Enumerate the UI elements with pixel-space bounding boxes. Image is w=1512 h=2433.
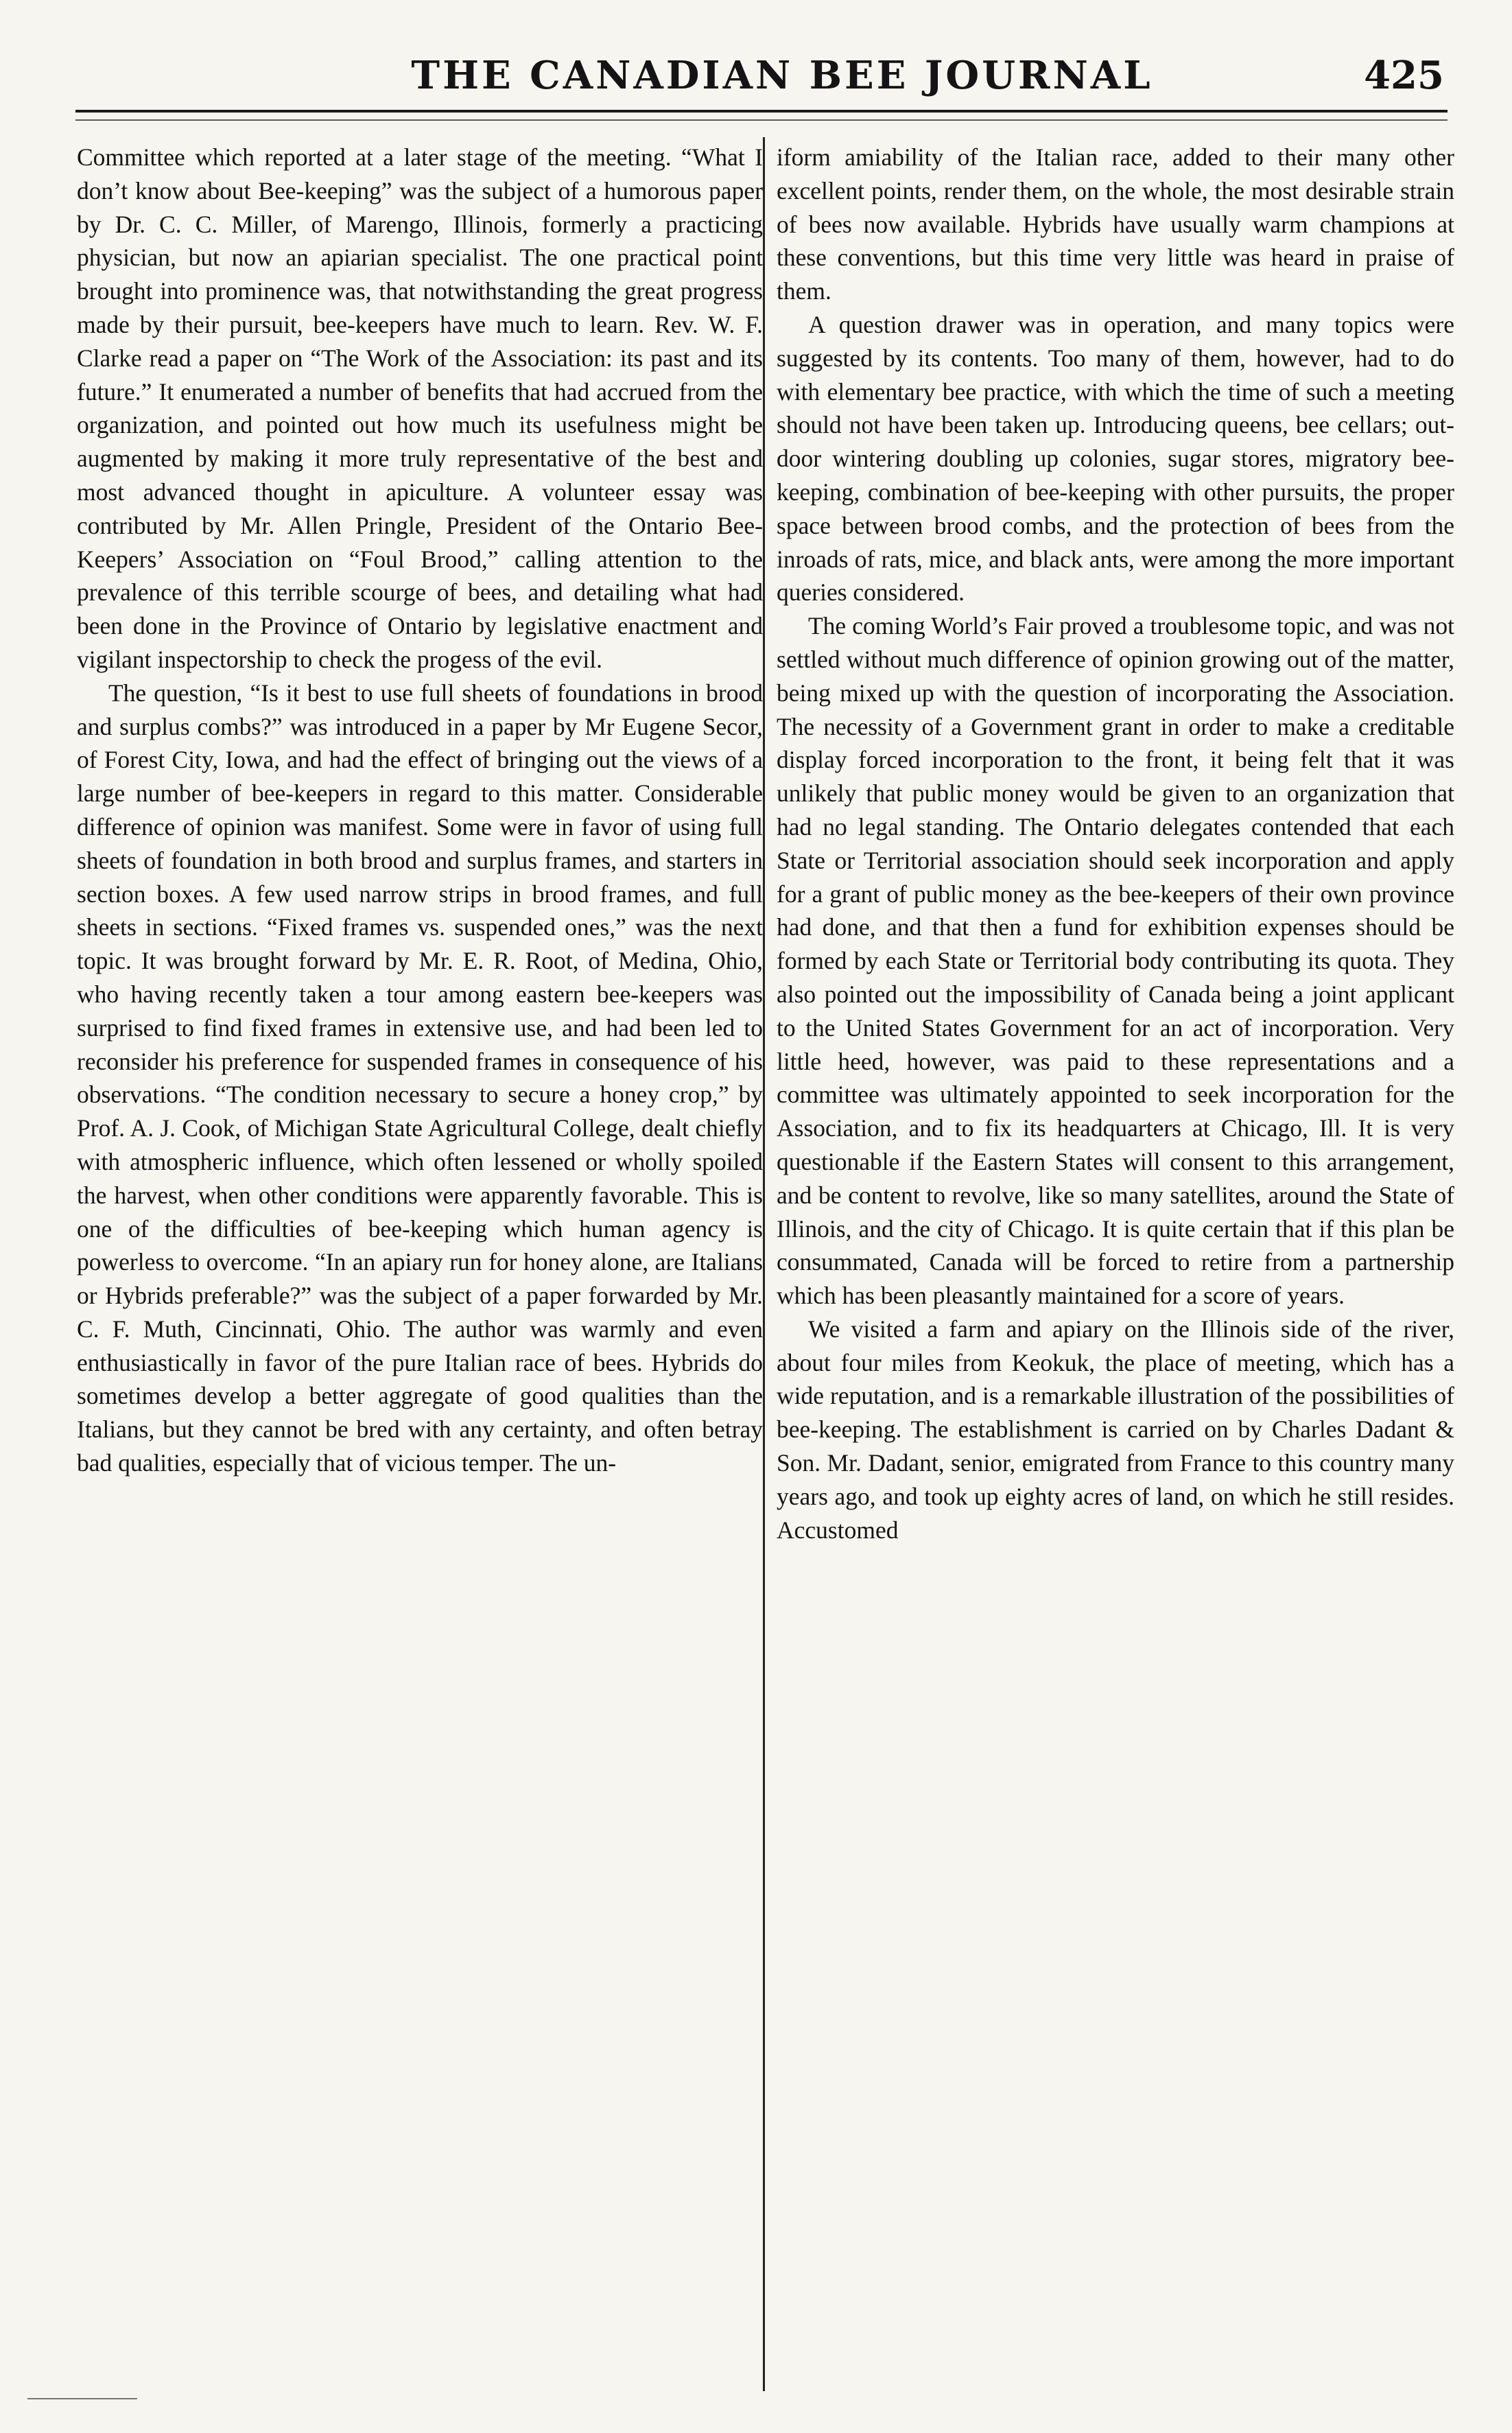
page-number: 425 xyxy=(1364,53,1444,98)
left-paragraph-2: The question, “Is it best to use full sheets of foundations in brood and surplus combs?” was introduced in a paper by Mr Eugene Secor, of Forest City, Iowa, and had the effect of bringing out the views of a large number of bee-keepers in regard to this matter. Considerable difference of opinion was manifest. Some were in favor of using full sheets of foundation in both brood and surplus frames, and starters in section boxes. A few used narrow strips in brood frames, and full sheets in sections. “Fixed frames vs. suspended ones,” was the next topic. It was brought forward by Mr. E. R. Root, of Medina, Ohio, who having recently taken a tour among eastern bee-keepers was surprised to find fixed frames in extensive use, and had been led to reconsider his preference for suspended frames in consequence of his observations. “The condition necessary to secure a honey crop,” by Prof. A. J. Cook, of Michigan State Agricultural College, dealt chiefly with atmospheric influence, which often lessened or wholly spoiled the harvest, when other conditions were apparently favorable. This is one of the difficulties of bee-keeping which human agency is powerless to overcome. “In an apiary run for honey alone, are Italians or Hybrids preferable?” was the subject of a paper forwarded by Mr. C. F. Muth, Cincinnati, Ohio. The author was warmly and even enthusiastically in favor of the pure Italian race of bees. Hybrids do sometimes develop a better aggregate of good qualities than the Italians, but they cannot be bred with any certainty, and often betray bad qualities, especially that of vicious temper. The un- xyxy=(77,679,763,1477)
running-title: THE CANADIAN BEE JOURNAL xyxy=(411,53,1153,98)
right-paragraph-3: The coming World’s Fair proved a troublesome topic, and was not settled without much difference of opinion growing out of the matter, being mixed up with the question of incorporating the Association. The necessity of a Government grant in order to make a creditable display forced incorporation to the front, it being felt that it was unlikely that public money would be given to an organization that had no legal standing. The Ontario delegates contended that each State or Territorial association should seek incorporation and apply for a grant of public money as the bee-keepers of their own province had done, and that then a fund for exhibition expenses should be formed by each State or Territorial body contributing its quota. They also pointed out the impossibility of Canada being a joint applicant to the United States Government for an act of incorporation. Very little heed, however, was paid to these representations and a committee was ultimately appointed to seek incorporation for the Association, and to fix its headquarters at Chicago, Ill. It is very questionable if the Eastern States will consent to this arrangement, and be content to revolve, like so many satellites, around the State of Illinois, and the city of Chicago. It is quite certain that if this plan be consummated, Canada will be forced to retire from a partnership which has been pleasantly maintained for a score of years. xyxy=(777,612,1454,1310)
right-column xyxy=(777,141,1454,2377)
page-header xyxy=(75,48,1451,103)
left-column xyxy=(77,141,763,2377)
right-paragraph-2: A question drawer was in operation, and many topics were suggested by its contents. Too many of them, however, had to do with elementary bee practice, with which the time of such a meeting should not have been taken up. Introducing queens, bee cellars; out-door wintering doubling up colonies, sugar stores, migratory bee-keeping, combination of bee-keeping with other pursuits, the proper space between brood combs, and the protection of bees from the inroads of rats, mice, and black ants, were among the more important queries considered. xyxy=(777,310,1454,607)
right-paragraph-1: iform amiability of the Italian race, added to their many other excellent points, render them, on the whole, the most desirable strain of bees now available. Hybrids have usually warm champions at these conventions, but this time very little was heard in praise of them. xyxy=(777,143,1454,305)
header-rule xyxy=(75,110,1448,113)
footer-mark xyxy=(27,2398,137,2399)
right-paragraph-4: We visited a farm and apiary on the Illinois side of the river, about four miles from Keokuk, the place of meeting, which has a wide reputation, and is a remarkable illustration of the possibilities of bee-keeping. The establishment is carried on by Charles Dadant & Son. Mr. Dadant, senior, emigrated from France to this country many years ago, and took up eighty acres of land, on which he still resides. Accustomed xyxy=(777,1315,1454,1544)
header-rule-thin xyxy=(75,119,1448,121)
left-paragraph-1: Committee which reported at a later stage of the meeting. “What I don’t know about Bee-keeping” was the subject of a humorous paper by Dr. C. C. Miller, of Marengo, Illinois, formerly a practicing physician, but now an apiarian specialist. The one practical point brought into prominence was, that notwithstanding the great progress made by their pursuit, bee-keepers have much to learn. Rev. W. F. Clarke read a paper on “The Work of the Association: its past and its future.” It enumerated a number of benefits that had accrued from the organization, and pointed out how much its usefulness might be augmented by making it more truly representative of the best and most advanced thought in apiculture. A volunteer essay was contributed by Mr. Allen Pringle, President of the Ontario Bee-Keepers’ Association on “Foul Brood,” calling attention to the prevalence of this terrible scourge of bees, and detailing what had been done in the Province of Ontario by legislative enactment and vigilant inspectorship to check the progess of the evil. xyxy=(77,143,763,673)
column-divider xyxy=(763,137,765,2391)
